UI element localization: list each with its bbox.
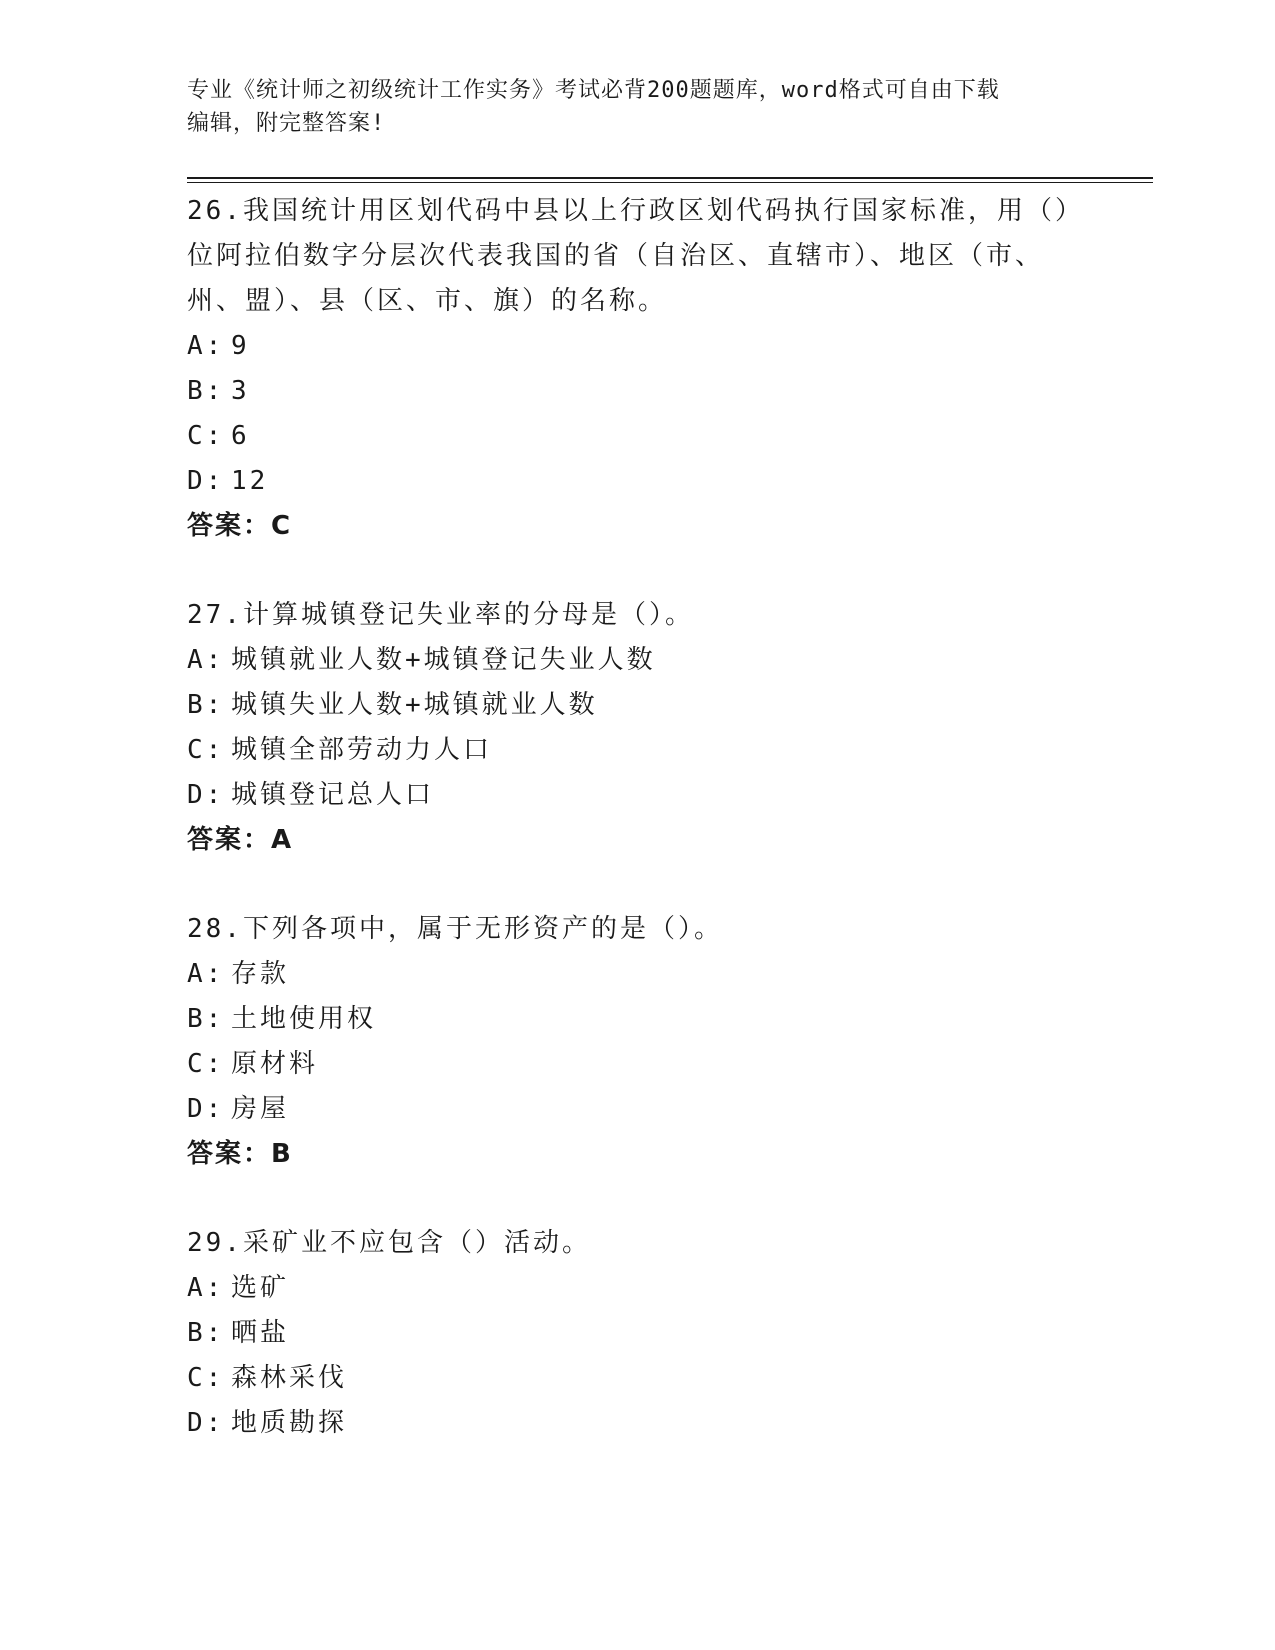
option-text: 土地使用权 [231, 1004, 377, 1034]
header-rule-thick [187, 177, 1153, 179]
option-c [187, 1042, 1087, 1087]
option-a [187, 324, 1087, 369]
option-text: 森林采伐 [231, 1363, 348, 1393]
option-b [187, 1311, 1087, 1356]
question-stem: 采矿业不应包含（）活动。 [242, 1228, 591, 1258]
document-header [187, 74, 1087, 140]
option-a [187, 952, 1087, 997]
option-letter: C: [187, 421, 225, 451]
option-c [187, 414, 1087, 459]
option-text: 原材料 [231, 1049, 319, 1079]
option-b [187, 997, 1087, 1042]
option-letter: A: [187, 1273, 225, 1303]
question-text [187, 907, 1087, 952]
answer-label: 答案：A [187, 825, 294, 855]
question-number: 27. [187, 600, 243, 630]
option-text: 城镇就业人数+城镇登记失业人数 [231, 645, 656, 675]
option-text: 选矿 [231, 1273, 290, 1303]
option-b [187, 683, 1087, 728]
question-number: 28. [187, 914, 243, 944]
option-text: 晒盐 [231, 1318, 290, 1348]
option-text: 城镇失业人数+城镇就业人数 [231, 690, 598, 720]
option-letter: C: [187, 1049, 225, 1079]
question-26 [187, 189, 1087, 549]
option-text: 城镇全部劳动力人口 [231, 735, 493, 765]
option-letter: A: [187, 645, 225, 675]
option-text: 存款 [231, 959, 290, 989]
option-text: 12 [231, 466, 269, 496]
header-line-2: 编辑，附完整答案! [187, 111, 386, 136]
question-number: 29. [187, 1228, 243, 1258]
option-d [187, 773, 1087, 818]
question-text [187, 593, 1087, 638]
option-d [187, 1087, 1087, 1132]
answer-label: 答案：C [187, 511, 293, 541]
option-letter: B: [187, 690, 225, 720]
question-27 [187, 593, 1087, 863]
option-b [187, 369, 1087, 414]
option-text: 9 [231, 331, 250, 361]
question-stem: 我国统计用区划代码中县以上行政区划代码执行国家标准，用（）位阿拉伯数字分层次代表我国的省（自治区、直辖市）、地区（市、州、盟）、县（区、市、旗）的名称。 [187, 196, 1084, 316]
option-letter: B: [187, 1004, 225, 1034]
option-letter: D: [187, 1094, 225, 1124]
header-line-1: 专业《统计师之初级统计工作实务》考试必背200题题库，word格式可自由下载 [187, 78, 1000, 103]
option-letter: C: [187, 1363, 225, 1393]
question-28 [187, 907, 1087, 1177]
option-c [187, 728, 1087, 773]
option-letter: A: [187, 331, 225, 361]
question-stem: 下列各项中，属于无形资产的是（）。 [242, 914, 723, 944]
option-letter: B: [187, 376, 225, 406]
option-d [187, 459, 1087, 504]
question-text [187, 1221, 1087, 1266]
option-d [187, 1401, 1087, 1446]
option-c [187, 1356, 1087, 1401]
option-a [187, 1266, 1087, 1311]
option-letter: D: [187, 780, 225, 810]
answer-label: 答案：B [187, 1139, 293, 1169]
question-text [187, 189, 1087, 324]
question-list [187, 189, 1087, 1490]
option-letter: D: [187, 466, 225, 496]
option-letter: C: [187, 735, 225, 765]
option-text: 房屋 [231, 1094, 290, 1124]
header-rule-thin [187, 182, 1153, 183]
question-29 [187, 1221, 1087, 1446]
question-number: 26. [187, 196, 243, 226]
option-text: 3 [231, 376, 250, 406]
option-text: 城镇登记总人口 [231, 780, 435, 810]
option-text: 6 [231, 421, 250, 451]
option-letter: D: [187, 1408, 225, 1438]
option-letter: A: [187, 959, 225, 989]
option-text: 地质勘探 [231, 1408, 348, 1438]
question-stem: 计算城镇登记失业率的分母是（）。 [242, 600, 694, 630]
option-a [187, 638, 1087, 683]
option-letter: B: [187, 1318, 225, 1348]
